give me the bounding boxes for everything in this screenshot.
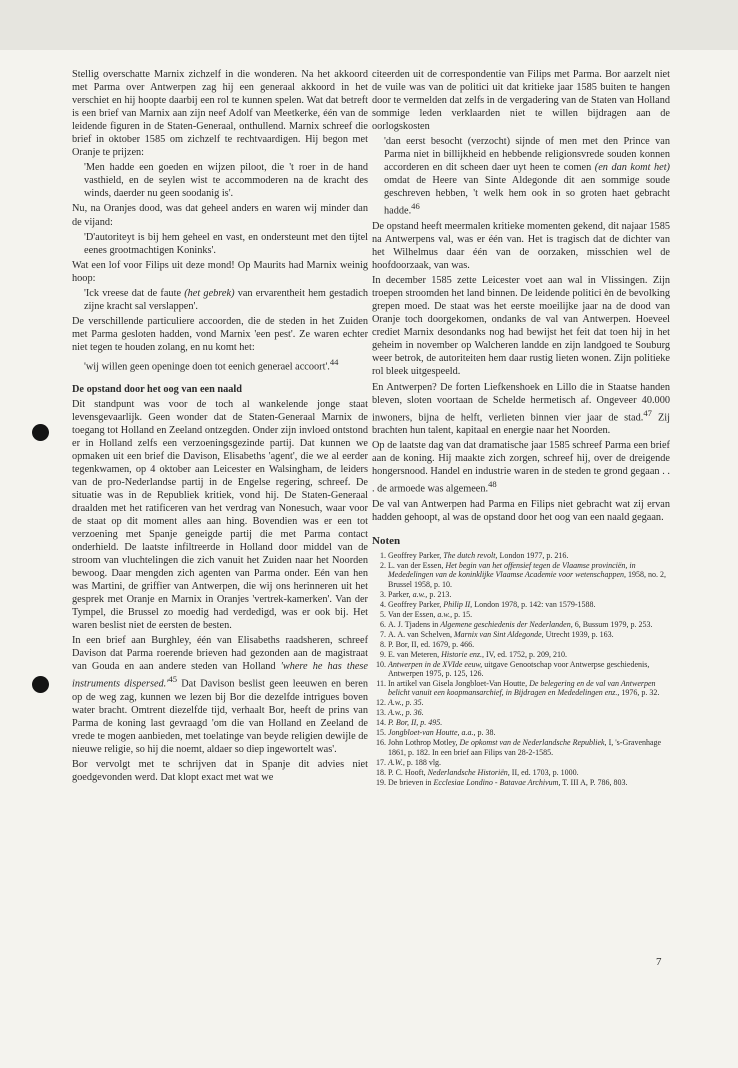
- quote-gloss: (en dan komt het): [594, 162, 670, 174]
- paragraph: [372, 439, 670, 496]
- note-text: T. III A, P. 786, 803.: [560, 777, 628, 787]
- note-item: [372, 738, 670, 757]
- note-number: 13.: [376, 708, 386, 718]
- punch-hole: [32, 676, 49, 693]
- quote: [84, 287, 368, 313]
- note-number: 16.: [376, 738, 386, 748]
- paragraph: De val van Antwerpen had Parma en Filips niet gebracht wat zij ervan hadden gehoopt, al was de opstand door het oog van een naald gegaan.: [372, 498, 670, 523]
- note-number: 17.: [376, 757, 386, 767]
- note-title: a.w.,: [437, 609, 453, 619]
- note-text: In artikel van Gisela Jongbloet-Van Houtte,: [388, 679, 530, 689]
- note-text: Parker,: [388, 589, 413, 599]
- note-text: Geoffrey Parker,: [388, 599, 444, 609]
- paragraph: Stellig overschatte Marnix zichzelf in die wonderen. Na het akkoord met Parma over Antwerpen zag hij een generaal akkoord in het verschiet en hij hoopte daarbij een rol te kunnen spelen. Wat dat betreft is een brief van Marnix aan zijn neef Adolf van Meetkerke, één van de leidende figuren in de Staten-Generaal, onthullend. Marnix schreef die brief in oktober 1585 om zichzelf te rechtvaardigen. Hij begon met Oranje te prijzen:: [72, 69, 368, 159]
- note-item: [372, 679, 670, 698]
- note-number: 10.: [376, 659, 386, 669]
- note-title: A.W.,: [388, 757, 405, 767]
- note-title: P. Bor, II, p. 495.: [388, 718, 443, 728]
- note-text: P. C. Hooft,: [388, 767, 428, 777]
- note-number: 18.: [376, 767, 386, 777]
- note-title: De belegering en de val van Antwerpen belicht vanuit een koopmansarchief, in Bijdragen en Mededelingen enz.,: [388, 679, 656, 698]
- quote-text: 'Ick vreese dat de faute: [84, 287, 185, 299]
- note-title: Antwerpen in de XVIde eeuw,: [388, 659, 483, 669]
- footnote-ref: 44: [329, 356, 339, 367]
- note-number: 6.: [380, 619, 386, 629]
- note-item: [372, 708, 670, 717]
- note-item: [372, 698, 670, 707]
- note-item: [372, 590, 670, 599]
- note-text: p. 15.: [452, 609, 473, 619]
- paragraph: Wat een lof voor Filips uit deze mond! Op Maurits had Marnix weinig hoop:: [72, 259, 368, 284]
- notes-list: [372, 551, 670, 787]
- quote: 'D'autoriteyt is bij hem geheel en vast, en ondersteunt met den tijtel eenes grootmachtigen Koninks'.: [84, 231, 368, 256]
- note-title: a.w.,: [412, 589, 428, 599]
- quote-text: omdat de Heere van Sinte Aldegonde dit aen sommige soude geschreven hebben, 't welk hem ook in so groten haet gebracht hadde.: [384, 175, 670, 217]
- note-item: [372, 640, 670, 649]
- left-column: [72, 68, 368, 786]
- note-text: IV, ed. 1752, p. 209, 210.: [483, 649, 567, 659]
- note-text: London 1978, p. 142: van 1579-1588.: [472, 599, 596, 609]
- footnote-ref: 47: [643, 407, 652, 418]
- quote: [384, 135, 670, 218]
- page-number: 7: [656, 956, 662, 968]
- note-text: p. 38.: [475, 728, 496, 738]
- quote: 'Men hadde een goeden en wijzen piloot, die 't roer in de hand vasthield, en de seylen wist te accommoderen na de kracht des winds, daerder nu geen soodanig is'.: [84, 162, 368, 200]
- note-text: L. van der Essen,: [388, 560, 446, 570]
- note-title: A.w., p. 36.: [388, 708, 424, 718]
- right-column: [372, 68, 670, 788]
- quote: [84, 356, 368, 373]
- note-item: [372, 620, 670, 629]
- note-title: Ecclesiae Londino - Batavae Archivum,: [433, 777, 561, 787]
- note-title: The dutch revolt,: [443, 550, 498, 560]
- punch-hole: [32, 424, 49, 441]
- note-text: p. 188 vlg.: [404, 757, 442, 767]
- note-text: A. A. van Schelven,: [388, 629, 454, 639]
- note-text: 6, Bussum 1979, p. 253.: [572, 619, 653, 629]
- note-item: [372, 630, 670, 639]
- note-text: p. 213.: [427, 589, 452, 599]
- paragraph: De verschillende particuliere accoorden, die de steden in het Zuiden met Parma gesloten hadden, vond Marnix 'een pest'. Ze waren echter niet tegen te houden zolang, en nu komt het:: [72, 315, 368, 353]
- note-text: John Lothrop Motley,: [388, 738, 460, 748]
- note-number: 1.: [380, 550, 386, 560]
- note-item: [372, 600, 670, 609]
- note-title: Philip II,: [443, 599, 473, 609]
- note-item: [372, 610, 670, 619]
- note-item: [372, 768, 670, 777]
- note-item: [372, 778, 670, 787]
- note-number: 3.: [380, 589, 386, 599]
- note-title: Historie enz.,: [441, 649, 484, 659]
- note-number: 7.: [380, 629, 386, 639]
- note-number: 14.: [376, 718, 386, 728]
- note-title: Het begin van het offensief tegen de Vlaamse provinciën, in Mededelingen van de koninklijke Vlaamse Academie voor wetenschappen,: [388, 560, 636, 580]
- note-text: London 1977, p. 216.: [497, 550, 569, 560]
- note-text: A. J. Tjadens in: [388, 619, 441, 629]
- note-title: Marnix van Sint Aldegonde,: [454, 629, 544, 639]
- footnote-ref: 48: [488, 479, 497, 490]
- note-item: [372, 728, 670, 737]
- note-number: 15.: [376, 728, 386, 738]
- note-text: E. van Meteren,: [388, 649, 442, 659]
- note-item: [372, 758, 670, 767]
- note-number: 12.: [376, 698, 386, 708]
- paragraph-text: Op de laatste dag van dat dramatische jaar 1585 schreef Parma een brief aan de koning. Hij maakte zich zorgen, schreef hij, over de dreigende hongersnood. Handel en industrie waren in de steden te grond gegaan . . . de armoede was algemeen.: [372, 440, 670, 495]
- note-text: uitgave Genootschap voor Antwerpse geschiedenis, Antwerpen 1975, p. 125, 126.: [388, 659, 650, 679]
- note-text: De brieven in: [388, 777, 434, 787]
- paragraph-text: Dat Davison beslist geen leeuwen en beren op de weg zag, kunnen we lezen bij Bor die dezelfde intrigues boven water bracht. Omtrent diezelfde tijd, verhaalt Bor, heeft de prins van Parma de koning last gevraagd 'om die van Holland en Zeeland de vrede te mogen aanbieden, met toelatinge van beyde religien dewijle de nieuwe religie, so hij die noemt, aldaer so diep ingewortelt was'.: [72, 678, 368, 756]
- note-title: A.w., p. 35.: [388, 698, 424, 708]
- quote-english: 'where he has these instruments dispersed.': [72, 661, 369, 690]
- footnote-ref: 46: [411, 201, 420, 212]
- note-item: [372, 718, 670, 727]
- paragraph-text: In een brief aan Burghley, één van Elisabeths raadsheren, schreef Davison dat Parma roerende brieven had gezonden aan de magistraat van Gouda en aan andere steden van Holland: [72, 635, 368, 673]
- note-item: [372, 650, 670, 659]
- paragraph: citeerden uit de correspondentie van Filips met Parma. Bor aarzelt niet de vuile was van de politici uit dat kritieke jaar 1585 buiten te hangen door te vermelden dat zelfs in de vergadering van de Staten van Holland sommige leden verklaarden niet te willen bijdragen aan de oorlogskosten: [372, 69, 670, 133]
- notes-heading: Noten: [372, 534, 401, 547]
- paragraph: Nu, na Oranjes dood, was dat geheel anders en waren wij minder dan de vijand:: [72, 203, 368, 228]
- note-number: 19.: [376, 777, 386, 787]
- quote-text: van ervarentheit hem gestadich zijne kracht sal verslappen'.: [84, 287, 368, 312]
- note-text: Geoffrey Parker,: [388, 550, 444, 560]
- note-number: 8.: [380, 639, 386, 649]
- note-text: Utrecht 1939, p. 163.: [543, 629, 614, 639]
- paragraph: Dit standpunt was voor de toch al wankelende jonge staat levensgevaarlijk. Geen wonder dat de Staten-Generaal Marnix de toegang tot Holland en Zeeland ontzegden. Onder zijn invloed ontstond er in Holland zelfs een verzoeningsgezinde partij. Dat kunnen we opmaken uit een brief die Davison, Elisabeths 'agent', die we al eerder tegenkwamen, op 4 oktober aan Leicester en Walsingham, de leiders van de pro-Nederlandse partij in de Engelse regering, schreef. De situatie was in de Republiek kritiek, vond hij. De Staten-Generaal draalden met het ratificeren van het verdrag van Nonesuch, waar voor de staat op dit moment alles aan hing. Bovendien was er een tot verzoening met Spanje geneigde partij die met Parma contact onderhield. De laatste infiltreerde in Holland door middel van de stroom van vluchtelingen die zich vanuit het Zuiden naar het Noorden bewoog. Daar mengden zich agenten van Parma onder. Eén van hen was Martini, de griffier van Antwerpen, die wij ons herinneren uit het gesprek met Oranje en Marnix in Oranjes 'vertrek-kamerken'. Van der Tympel, die Brussel zo moedig had verdedigd, was er ook bij. Het waren beslist niet de eersten de besten.: [72, 398, 368, 632]
- note-text: 1958, no. 2, Brussel 1958, p. 10.: [388, 570, 666, 589]
- note-item: [372, 551, 670, 560]
- section-heading: De opstand door het oog van een naald: [72, 384, 243, 396]
- paragraph: In december 1585 zette Leicester voet aan wal in Vlissingen. Zijn troepen stroomden het land binnen. De leidende politici èn de bevolking grepen moed. De staat was het eerste moeilijke jaar na de dood van Oranje toch doorgekomen, ondanks de val van Antwerpen. Hoeveel crediet Marnix desondanks nog had bewijst het feit dat toen hij in het geheim in november op Walcheren landde en zijn landgoed te Souburg weer betrok, de autoriteiten hem daar rustig lieten wonen. Zijn politieke rol bleek uitgespeeld.: [372, 275, 670, 378]
- note-number: 2.: [380, 560, 386, 570]
- paragraph: [72, 634, 368, 756]
- note-number: 9.: [380, 649, 386, 659]
- quote-text: 'dan eerst besocht (verzocht) sijnde of men met den Prince van Parma niet in billijkheid en hebbende religionsvrede souden konnen accorderen en dit scheen daer uyt heen te comen: [384, 136, 670, 174]
- note-number: 5.: [380, 609, 386, 619]
- note-text: P. Bor, II, ed. 1679, p. 466.: [388, 639, 475, 649]
- note-title: De opkomst van de Nederlandsche Republiek,: [459, 738, 607, 748]
- note-number: 11.: [376, 679, 386, 689]
- note-text: I, 's-Gravenhage 1861, p. 182. In een brief aan Filips van 28-2-1585.: [388, 738, 662, 757]
- note-text: 1976, p. 32.: [619, 688, 660, 698]
- note-title: Algemene geschiedenis der Nederlanden,: [440, 619, 573, 629]
- paragraph-text: En Antwerpen? De forten Liefkenshoek en Lillo die in Staatse handen bleven, sloten voortaan de Schelde hermetisch af. Ongeveer 40.000 inwoners, bijna de helft, verlieten binnen vier jaar de stad.: [372, 381, 670, 424]
- note-item: [372, 660, 670, 679]
- note-title: Nederlandsche Historiën,: [427, 767, 510, 777]
- footnote-ref: 45: [168, 674, 178, 685]
- note-title: Jongbloet-van Houtte, a.a.,: [388, 728, 476, 738]
- paragraph-text: Zij brachten hun talent, kapitaal en energie naar het Noorden.: [372, 412, 670, 437]
- paragraph: Bor vervolgt met te schrijven dat in Spanje dit advies niet goedgevonden werd. Dat klopt exact met wat we: [72, 759, 368, 784]
- page-top-band: [0, 0, 738, 50]
- quote-gloss: (het gebrek): [184, 287, 235, 299]
- note-item: [372, 561, 670, 589]
- note-text: II, ed. 1703, p. 1000.: [509, 767, 579, 777]
- note-number: 4.: [380, 599, 386, 609]
- note-text: Van der Essen,: [388, 609, 438, 619]
- paragraph: De opstand heeft meermalen kritieke momenten gekend, dit najaar 1585 na Antwerpens val, was er één van. Het is tragisch dat de dichter van het Wilhelmus daar één van de oorzaken, misschien wel de hoofdoorzaak, van was.: [372, 220, 670, 272]
- quote-text: 'wij willen geen openinge doen tot eenich generael accoort'.: [84, 361, 330, 373]
- paragraph: [372, 381, 670, 438]
